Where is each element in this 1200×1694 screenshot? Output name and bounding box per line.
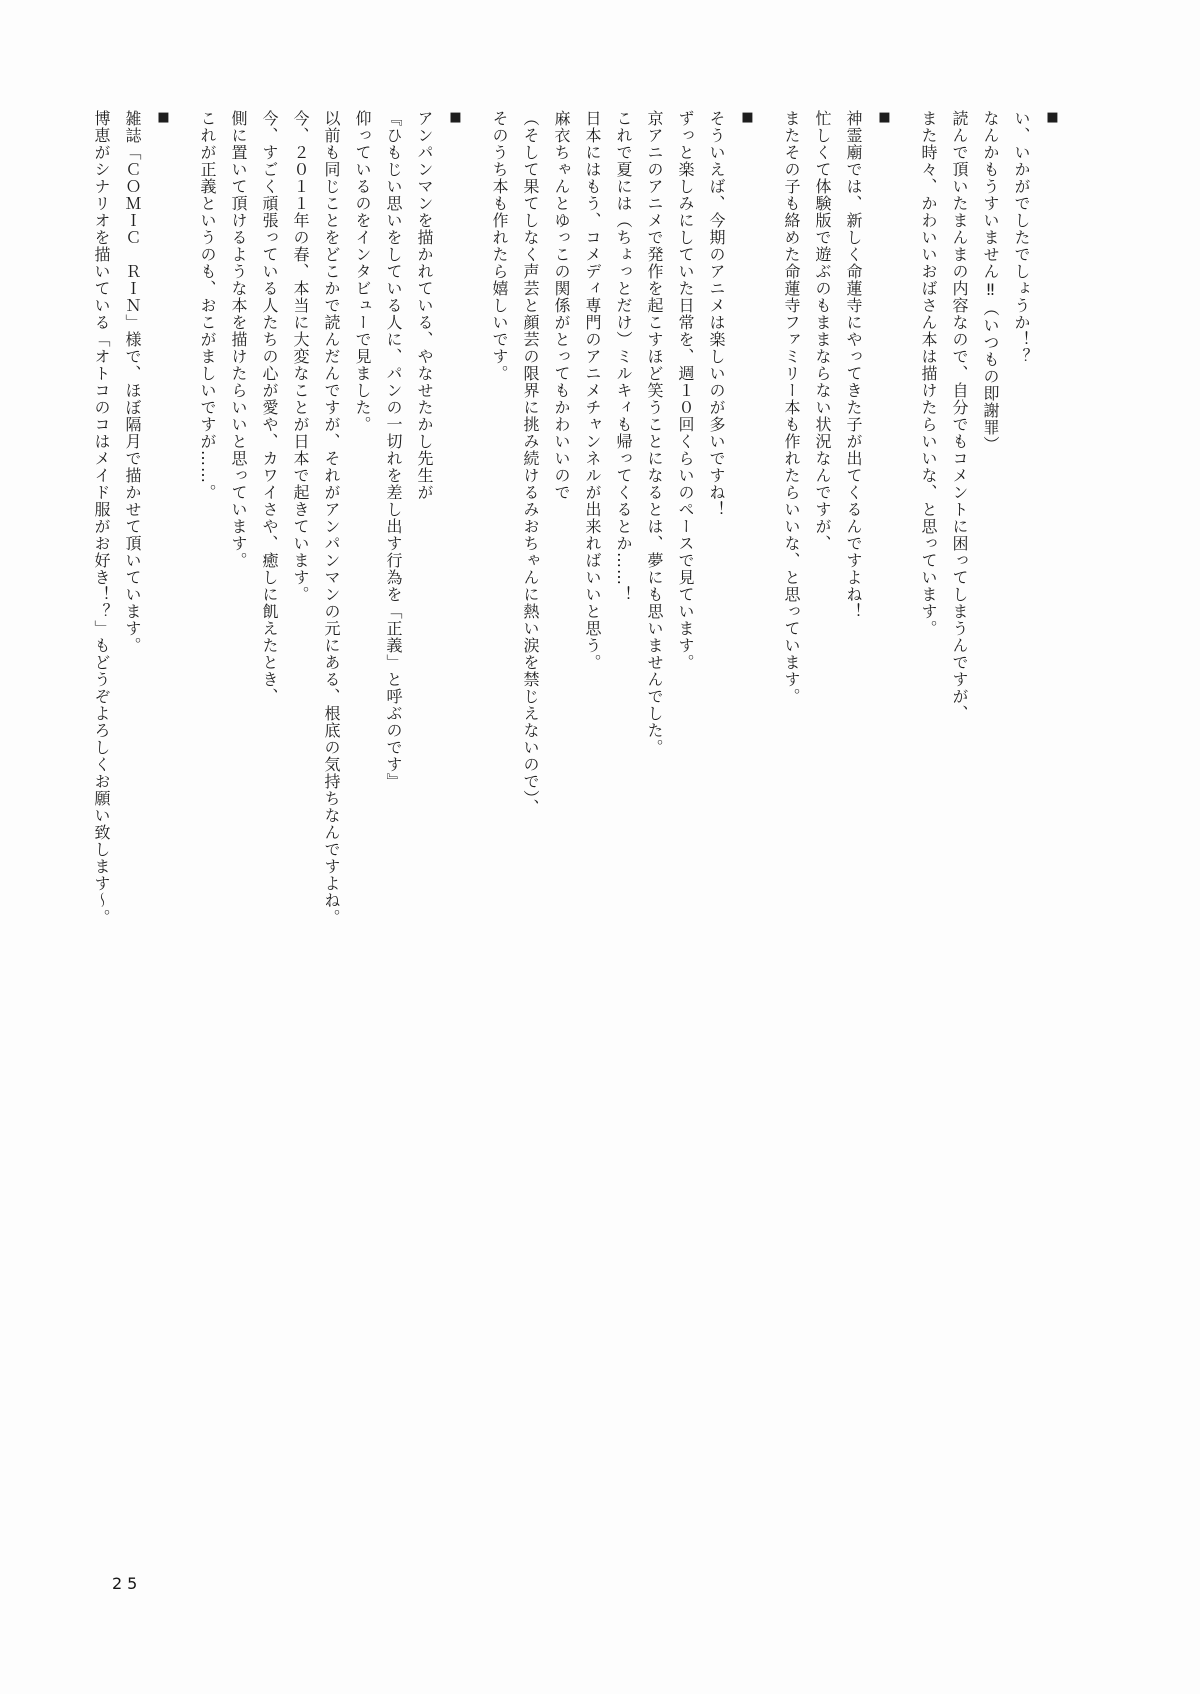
afterword-paragraph: 『ひもじい思いをしている人に、パンの一切れを差し出す行為を「正義」と呼ぶのです』 xyxy=(384,110,403,790)
afterword-paragraph: 以前も同じことをどこかで読んだんですが、それがアンパンマンの元にある、根底の気持ちなんですよね。 xyxy=(322,110,341,926)
afterword-paragraph: 忙しくて体験版で遊ぶのもままならない状況なんですが、 xyxy=(813,110,832,552)
section-bullet-icon: ■ xyxy=(1045,110,1060,126)
afterword-paragraph: これで夏には（ちょっとだけ）ミルキィも帰ってくるとか……！ xyxy=(614,110,633,603)
afterword-section-3 xyxy=(485,110,761,1610)
afterword-paragraph: 博恵がシナリオを描いている「オトコのコはメイド服がお好き！？」もどうぞよろしくお願い致します〜。 xyxy=(92,110,111,926)
afterword-section-4 xyxy=(193,110,469,1610)
section-bullet-icon: ■ xyxy=(448,110,463,126)
section-bullet-icon: ■ xyxy=(877,110,892,126)
afterword-paragraph: アンパンマンを描かれている、やなせたかし先生が xyxy=(415,110,434,501)
afterword-paragraph: これが正義というのも、おこがましいですが……。 xyxy=(198,110,217,501)
afterword-paragraph: 神霊廟では、新しく命蓮寺にやってきた子が出てくるんですよね！ xyxy=(844,110,863,620)
afterword-paragraph: なんかもうすいません‼（いつもの即謝罪） xyxy=(981,110,1000,453)
afterword-text xyxy=(71,110,1066,1610)
section-bullet-icon: ■ xyxy=(740,110,755,126)
afterword-paragraph: またその子も絡めた命蓮寺ファミリー本も作れたらいいな、と思っています。 xyxy=(782,110,801,705)
section-bullet-icon: ■ xyxy=(156,110,171,126)
page-number: 25 xyxy=(112,1574,143,1593)
afterword-paragraph: ずっと楽しみにしていた日常を、週１０回くらいのペースで見ています。 xyxy=(676,110,695,671)
afterword-paragraph: 麻衣ちゃんとゆっこの関係がとってもかわいいので xyxy=(552,110,571,501)
afterword-paragraph: また時々、かわいいおばさん本は描けたらいいな、と思っています。 xyxy=(919,110,938,637)
afterword-paragraph: そのうち本も作れたら嬉しいです。 xyxy=(490,110,509,382)
afterword-section-5 xyxy=(87,110,177,1610)
afterword-section-1 xyxy=(914,110,1066,1610)
afterword-paragraph: い、いかがでしたでしょうか！？ xyxy=(1012,110,1031,365)
afterword-paragraph: 今、すごく頑張っている人たちの心が愛や、カワイさや、癒しに飢えたとき、 xyxy=(260,110,279,705)
afterword-paragraph: 読んで頂いたまんまの内容なので、自分でもコメントに困ってしまうんですが、 xyxy=(950,110,969,722)
afterword-paragraph: 側に置いて頂けるような本を描けたらいいと思っています。 xyxy=(229,110,248,569)
afterword-paragraph: （そして果てしなく声芸と顔芸の限界に挑み続けるみおちゃんに熱い涙を禁じえないので）、 xyxy=(521,110,540,816)
afterword-paragraph: 今、２０１１年の春、本当に大変なことが日本で起きています。 xyxy=(291,110,310,603)
afterword-paragraph: 雑誌「ＣＯＭＩＣ ＲＩＮ」様で、ほぼ隔月で描かせて頂いています。 xyxy=(123,110,142,654)
afterword-section-2 xyxy=(777,110,898,1610)
afterword-paragraph: そういえば、今期のアニメは楽しいのが多いですね！ xyxy=(707,110,726,518)
afterword-paragraph: 日本にはもう、コメディ専門のアニメチャンネルが出来ればいいと思う。 xyxy=(583,110,602,671)
afterword-paragraph: 京アニのアニメで発作を起こすほど笑うことになるとは、夢にも思いませんでした。 xyxy=(645,110,664,756)
afterword-paragraph: 仰っているのをインタビューで見ました。 xyxy=(353,110,372,433)
